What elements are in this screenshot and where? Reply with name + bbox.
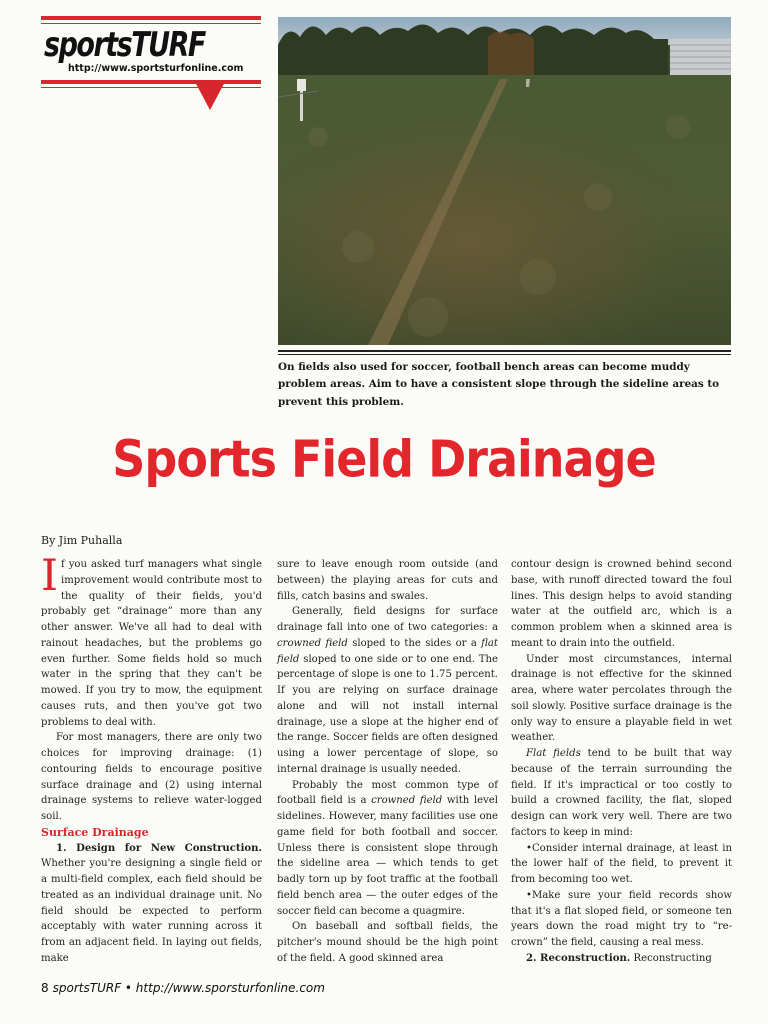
paragraph-text: f you asked turf managers what single improvement would contribute most to the quality of their fields, you'd probably get “drainage” more than any other answer. We've all had to deal with rainout headaches, but the problems go even further. Some fields hold so much water in the spring that they can't be mowed. If you try to mow, the equipment causes ruts, and then you've got two problems to deal with. [41,559,262,728]
masthead-url: http://www.sportsturfonline.com [68,63,244,74]
drop-cap: I [41,551,58,601]
page-footer [41,981,325,995]
masthead-bottom-thin-rule [41,87,261,88]
sportsturf-logo: sportsTURF [44,26,205,65]
emphasis: crowned field [371,795,443,807]
paragraph-text: Reconstructing [630,952,712,964]
paragraph-text: sloped to one side or to one end. The percentage of slope is one to 1.75 percent. If you are relying on surface drainage alone and will not install internal drainage, use a slope at the higher end of the range. Soccer fields are often designed using a lower percentage of slope, so internal drainage is usually needed. [277,653,498,775]
masthead-top-rule [41,16,261,20]
masthead [41,16,261,111]
emphasis: flat field [277,637,498,665]
field-photo-graphic [278,17,731,345]
article-column-2 [277,557,498,967]
subhead-surface-drainage: Surface Drainage [41,825,149,839]
masthead-bottom-rule [41,80,261,84]
paragraph [511,746,732,841]
photo-caption: On fields also used for soccer, football bench areas can become muddy problem areas. Aim to have a consistent slope through the sideline areas to prevent this problem. [278,361,720,408]
paragraph: For most managers, there are only two choices for improving drainage: (1) contouring fields to encourage positive surface drainage and (2) using internal drainage systems to relieve water-logged soil. [41,732,262,822]
emphasis: crowned field [277,637,348,649]
page-number: 8 [41,981,49,995]
byline: By Jim Puhalla [41,534,123,547]
paragraph: •Make sure your field records show that it's a flat sloped field, or someone ten years down the road might try to “re-crown” the field, causing a real mess. [511,889,732,948]
caption-rule-thick [278,350,731,352]
article-column-1 [41,551,262,967]
paragraph [277,604,498,777]
paragraph: Under most circumstances, internal drainage is not effective for the skinned area, where water percolates through the soil slowly. Positive surface drainage is the only way to ensure a playable field in wet weather. [511,653,732,744]
field-photo [278,17,731,345]
paragraph [41,551,262,730]
paragraph-text: with level sidelines. However, many facilities use one game field for both football and soccer. Unless there is consistent slope through the sideline area — which tends to get badly torn up by foot traffic at the football field bench area — the outer edges of the soccer field can become a quagmire. [277,795,498,917]
paragraph [41,841,262,967]
paragraph-text: Probably the most common type of football field is a [277,779,498,807]
paragraph-text: Generally, field designs for surface drainage fall into one of two categories: a [277,606,498,633]
paragraph: sure to leave enough room outside (and between) the playing areas for cuts and fills, catch basins and swales. [277,559,498,602]
article-title: Sports Field Drainage [112,429,656,489]
paragraph [277,778,498,920]
paragraph-text: Whether you're designing a single field or a multi-field complex, each field should be treated as an individual drainage unit. No field should be expected to perform acceptably with water running across it from an adjacent field. In laying out fields, make [41,858,262,964]
paragraph-lead: 1. Design for New Construction. [56,842,262,854]
paragraph: On baseball and softball fields, the pitcher's mound should be the high point of the field. A good skinned area [277,921,498,964]
paragraph-lead: 2. Reconstruction. [526,952,631,964]
paragraph-text: tend to be built that way because of the terrain surrounding the field. If it's impractical or too costly to build a crowned facility, the flat, sloped design can work very well. There are two factors to keep in mind: [511,748,733,838]
caption-rule-thin [278,354,731,355]
masthead-top-thin-rule [41,23,261,24]
footer-text: sportsTURF • http://www.sporsturfonline.com [52,981,325,995]
masthead-triangle-icon [194,80,226,110]
article-column-3 [511,557,732,967]
paragraph [511,951,732,967]
emphasis: Flat fields [526,748,581,759]
paragraph: •Consider internal drainage, at least in the lower half of the field, to prevent it from becoming too wet. [511,842,732,885]
paragraph-text: sloped to the sides or a [347,637,482,649]
paragraph: contour design is crowned behind second base, with runoff directed toward the foul lines. This design helps to avoid standing water at the outfield arc, which is a common problem when a skinned area is meant to drain into the outfield. [511,559,732,649]
